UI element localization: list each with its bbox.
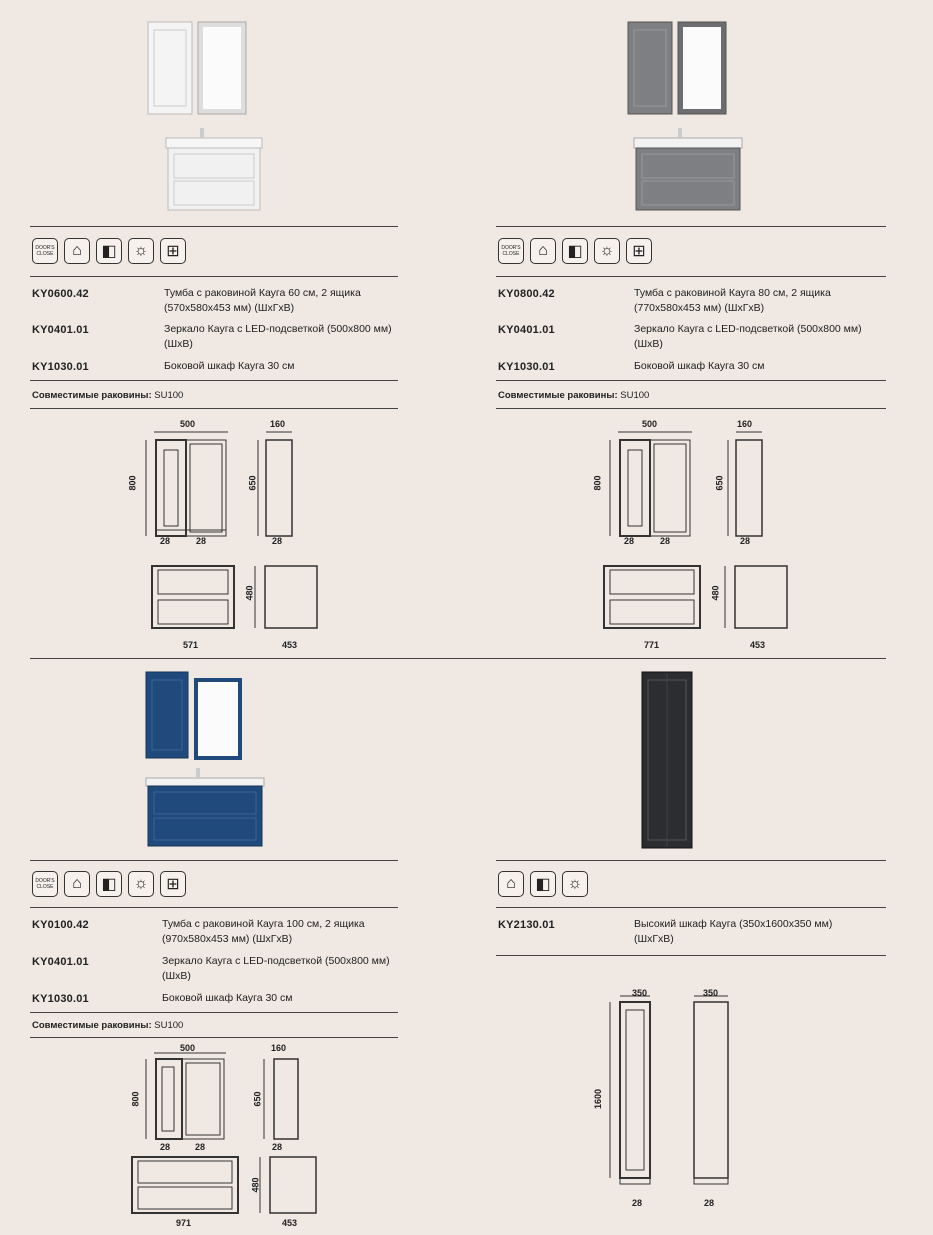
dim-mirror-width: 500 xyxy=(180,1043,196,1053)
door-hinge-icon: ◧ xyxy=(96,238,122,264)
item-desc: Боковой шкаф Кауга 30 см xyxy=(162,992,293,1004)
dim-base-width: 571 xyxy=(183,640,199,650)
doors-close-icon: DOOR'S CLOSE xyxy=(32,238,58,264)
dim-height: 1600 xyxy=(593,1088,604,1110)
dim-frame: 28 xyxy=(660,536,671,546)
dim-base-depth: 453 xyxy=(750,640,766,650)
basin-drawer-icon: ⌂ xyxy=(64,238,90,264)
item-desc: Боковой шкаф Кауга 30 см xyxy=(164,360,295,372)
product-image-white xyxy=(148,18,278,218)
item-code: KY0401.01 xyxy=(32,956,89,968)
dim-cabinet-depth: 160 xyxy=(271,1043,287,1053)
feature-icons xyxy=(498,238,652,264)
led-light-icon: ☼ xyxy=(594,238,620,264)
item-desc: Тумба с раковиной Кауга 100 см, 2 ящика (970х580х453 мм) (ШхГхВ) xyxy=(162,918,365,945)
doors-close-icon: DOOR'S CLOSE xyxy=(32,871,58,897)
item-desc: Тумба с раковиной Кауга 60 см, 2 ящика (570х580х453 мм) (ШхГхВ) xyxy=(164,287,361,314)
dim-base-height: 480 xyxy=(244,585,255,601)
cabinet-frame-icon: ⊞ xyxy=(160,871,186,897)
item-code: KY0401.01 xyxy=(32,324,89,336)
dim-frame: 28 xyxy=(196,536,207,546)
dim-frame: 28 xyxy=(704,1198,715,1208)
dim-cabinet-depth: 160 xyxy=(737,419,753,429)
product-image-blue xyxy=(142,668,272,858)
dim-base-width: 971 xyxy=(176,1218,192,1228)
dim-width-side: 350 xyxy=(703,988,719,998)
item-desc: Зеркало Кауга с LED-подсветкой (500х800 мм) (ШхВ) xyxy=(634,323,862,350)
item-code: KY1030.01 xyxy=(32,361,89,373)
dim-mirror-width: 500 xyxy=(180,419,196,429)
dim-base-height: 480 xyxy=(710,585,721,601)
product-image-black xyxy=(640,672,700,852)
dim-cabinet-height: 650 xyxy=(247,475,258,491)
dim-cabinet-depth: 160 xyxy=(270,419,286,429)
compatible-sinks: Совместимые раковины: SU100 xyxy=(498,390,650,401)
item-desc: Боковой шкаф Кауга 30 см xyxy=(634,360,765,372)
basin-drawer-icon: ⌂ xyxy=(64,871,90,897)
dim-cabinet-height: 650 xyxy=(714,475,725,491)
compatible-sinks: Совместимые раковины: SU100 xyxy=(32,390,184,401)
door-hinge-icon: ◧ xyxy=(562,238,588,264)
dim-cabinet-height: 650 xyxy=(252,1091,263,1107)
dim-base-width: 771 xyxy=(644,640,660,650)
dim-base-height: 480 xyxy=(250,1177,261,1193)
feature-icons xyxy=(32,238,186,264)
basin-drawer-icon: ⌂ xyxy=(530,238,556,264)
item-code: KY0800.42 xyxy=(498,288,555,300)
item-code: KY2130.01 xyxy=(498,919,555,931)
door-hinge-icon: ◧ xyxy=(530,871,556,897)
dim-mirror-height: 800 xyxy=(130,1091,141,1107)
dim-frame: 28 xyxy=(632,1198,643,1208)
product-image-grey xyxy=(628,18,758,218)
compatible-sinks: Совместимые раковины: SU100 xyxy=(32,1020,184,1031)
dim-frame: 28 xyxy=(160,1142,171,1152)
item-code: KY1030.01 xyxy=(498,361,555,373)
led-light-icon: ☼ xyxy=(128,238,154,264)
basin-drawer-icon: ⌂ xyxy=(498,871,524,897)
item-desc: Зеркало Кауга с LED-подсветкой (500х800 мм) (ШхВ) xyxy=(162,955,390,982)
dim-frame: 28 xyxy=(740,536,751,546)
dim-mirror-height: 800 xyxy=(592,475,603,491)
dimension-drawing xyxy=(127,420,330,650)
dim-width-front: 350 xyxy=(632,988,648,998)
door-hinge-icon: ◧ xyxy=(96,871,122,897)
dim-frame: 28 xyxy=(272,1142,283,1152)
dim-mirror-height: 800 xyxy=(127,475,138,491)
dimension-drawing xyxy=(590,420,810,650)
dim-frame: 28 xyxy=(624,536,635,546)
dim-frame: 28 xyxy=(195,1142,206,1152)
doors-close-icon: DOOR'S CLOSE xyxy=(498,238,524,264)
dim-base-depth: 453 xyxy=(282,1218,298,1228)
item-desc: Тумба с раковиной Кауга 80 см, 2 ящика (770х580х453 мм) (ШхГхВ) xyxy=(634,287,831,314)
feature-icons xyxy=(32,871,186,897)
item-code: KY1030.01 xyxy=(32,993,89,1005)
dimension-drawing xyxy=(590,990,770,1210)
item-desc: Зеркало Кауга с LED-подсветкой (500х800 мм) (ШхВ) xyxy=(164,323,392,350)
dimension-drawing xyxy=(120,1045,340,1235)
led-light-icon: ☼ xyxy=(128,871,154,897)
item-code: KY0100.42 xyxy=(32,919,89,931)
item-desc: Высокий шкаф Кауга (350х1600х350 мм) (ШхГхВ) xyxy=(634,918,833,945)
item-code: KY0401.01 xyxy=(498,324,555,336)
led-light-icon: ☼ xyxy=(562,871,588,897)
item-code: KY0600.42 xyxy=(32,288,89,300)
dim-base-depth: 453 xyxy=(282,640,298,650)
cabinet-frame-icon: ⊞ xyxy=(626,238,652,264)
dim-frame: 28 xyxy=(272,536,283,546)
feature-icons xyxy=(498,871,588,897)
dim-frame: 28 xyxy=(160,536,171,546)
dim-mirror-width: 500 xyxy=(642,419,658,429)
cabinet-frame-icon: ⊞ xyxy=(160,238,186,264)
